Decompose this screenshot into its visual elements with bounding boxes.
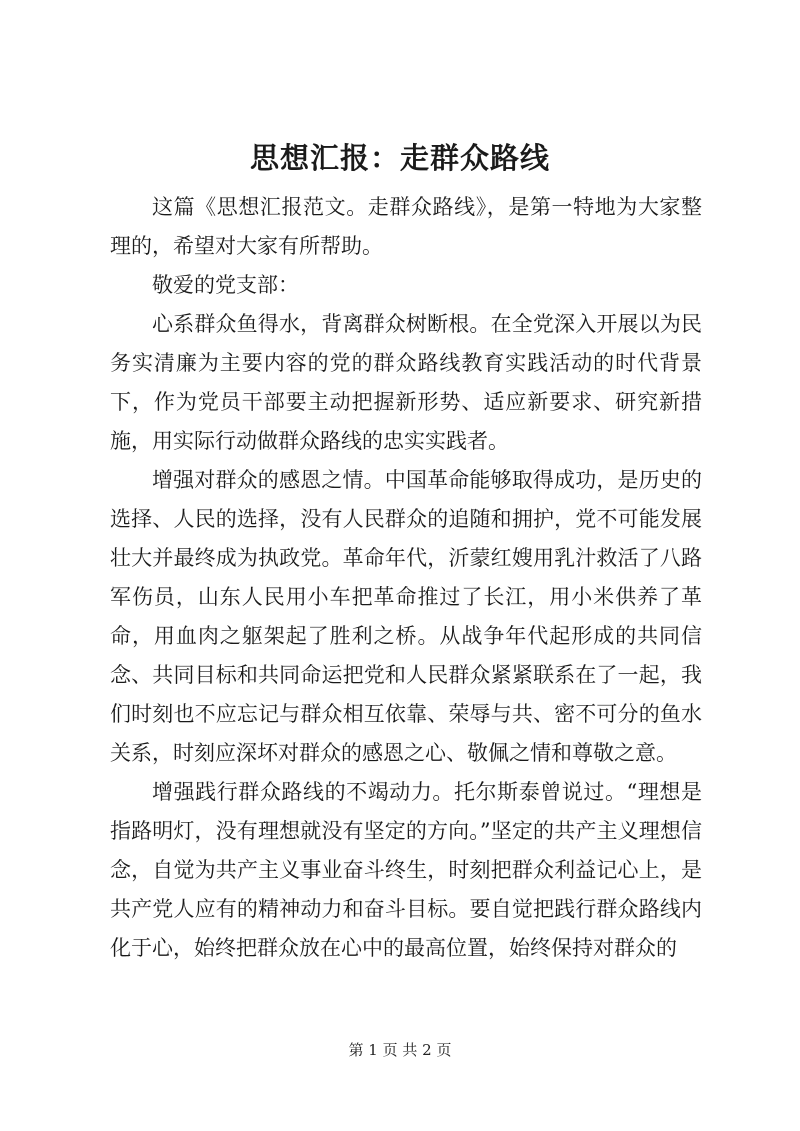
paragraph-gratitude: 增强对群众的感恩之情。中国革命能够取得成功，是历史的选择、人民的选择，没有人民群众的追随和拥护，党不可能发展壮大并最终成为执政党。革命年代，沂蒙红嫂用乳汁救活了八路军伤员，山东人民用小车把革命推过了长江，用小米供养了革命，用血肉之躯架起了胜利之桥。从战争年代起形成的共同信念、共同目标和共同命运把党和人民群众紧紧联系在了一起，我们时刻也不应忘记与群众相互依靠、荣辱与共、密不可分的鱼水关系，时刻应深坏对群众的感恩之心、敬佩之情和尊敬之意。 — [110, 468, 702, 765]
paragraph-opening: 心系群众鱼得水，背离群众树断根。在全党深入开展以为民务实清廉为主要内容的党的群众路线教育实践活动的时代背景下，作为党员干部要主动把握新形势、适应新要求、研究新措施，用实际行动做群众路线的忠实实践者。 — [110, 312, 702, 453]
document-body — [110, 188, 702, 968]
page-footer: 第 1 页 共 2 页 — [348, 1041, 452, 1059]
paragraph-motivation: 增强践行群众路线的不竭动力。托尔斯泰曾说过。“理想是指路明灯，没有理想就没有坚定的方向。”坚定的共产主义理想信念，自觉为共产主义事业奋斗终生，时刻把群众利益记心上，是共产党人应有的精神动力和奋斗目标。要自觉把践行群众路线内化于心，始终把群众放在心中的最高位置，始终保持对群众的 — [110, 780, 702, 960]
paragraph-intro: 这篇《思想汇报范文。走群众路线》，是第一特地为大家整理的，希望对大家有所帮助。 — [110, 195, 702, 258]
page-title: 思想汇报：走群众路线 — [249, 141, 550, 175]
paragraph-salutation: 敬爱的党支部： — [152, 273, 299, 297]
